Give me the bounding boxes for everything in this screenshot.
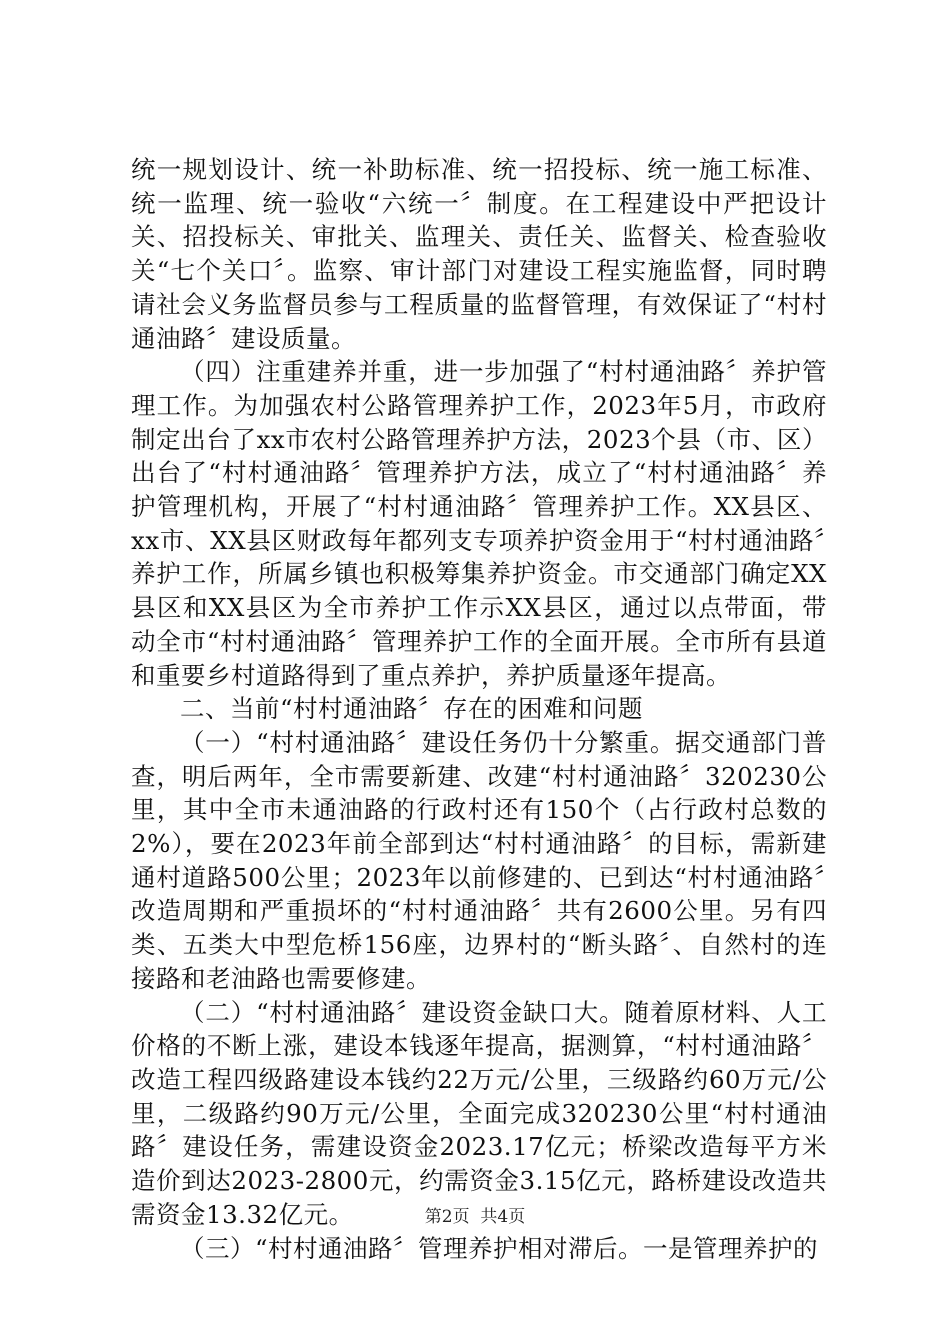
paragraph-5: （二）“村村通油路〞建设资金缺口大。随着原材料、人工价格的不断上涨，建设本钱逐年提高，据测算，“村村通油路〞改造工程四级路建设本钱约22万元/公里，三级路约60万元/公里，二级路约90万元/公里，全面完成320230公里“村村通油路〞建设任务，需建设资金2023.17亿元；桥梁改造每平方米造价到达2023-2800元，约需资金3.15亿元，路桥建设改造共需资金13.32亿元。 [131, 997, 827, 1229]
page-number: 第2页 共4页 [424, 1207, 526, 1227]
paragraph-2: （四）注重建养并重，进一步加强了“村村通油路〞养护管理工作。为加强农村公路管理养护工作，2023年5月，市政府制定出台了xx市农村公路管理养护方法，2023个县（市、区）出台了“村村通油路〞管理养护方法，成立了“村村通油路〞养护管理机构，开展了“村村通油路〞管理养护工作。XX县区、xx市、XX县区财政每年都列支专项养护资金用于“村村通油路〞养护工作，所属乡镇也积极筹集养护资金。市交通部门确定XX县区和XX县区为全市养护工作示XX县区，通过以点带面，带动全市“村村通油路〞管理养护工作的全面开展。全市所有县道和重要乡村道路得到了重点养护，养护质量逐年提高。 [131, 357, 828, 690]
section-heading-2: 二、当前“村村通油路〞存在的困难和问题 [180, 694, 644, 724]
document-body [131, 153, 827, 1265]
paragraph-1: 统一规划设计、统一补助标准、统一招投标、统一施工标准、统一监理、统一验收“六统一〞制度。在工程建设中严把设计关、招投标关、审批关、监理关、责任关、监督关、检查验收关“七个关口〞。监察、审计部门对建设工程实施监督，同时聘请社会义务监督员参与工程质量的监督管理，有效保证了“村村通油路〞建设质量。 [131, 155, 827, 353]
paragraph-6: （三）“村村通油路〞管理养护相对滞后。一是管理养护的 [180, 1233, 819, 1263]
paragraph-4: （一）“村村通油路〞建设任务仍十分繁重。据交通部门普查，明后两年，全市需要新建、改建“村村通油路〞320230公里，其中全市未通油路的行政村还有150个（占行政村总数的2%），要在2023年前全部到达“村村通油路〞的目标，需新建通村道路500公里；2023年以前修建的、已到达“村村通油路〞改造周期和严重损坏的“村村通油路〞共有2600公里。另有四类、五类大中型危桥156座，边界村的“断头路〞、自然村的连接路和老油路也需要修建。 [131, 727, 827, 993]
page-footer [0, 1206, 950, 1228]
